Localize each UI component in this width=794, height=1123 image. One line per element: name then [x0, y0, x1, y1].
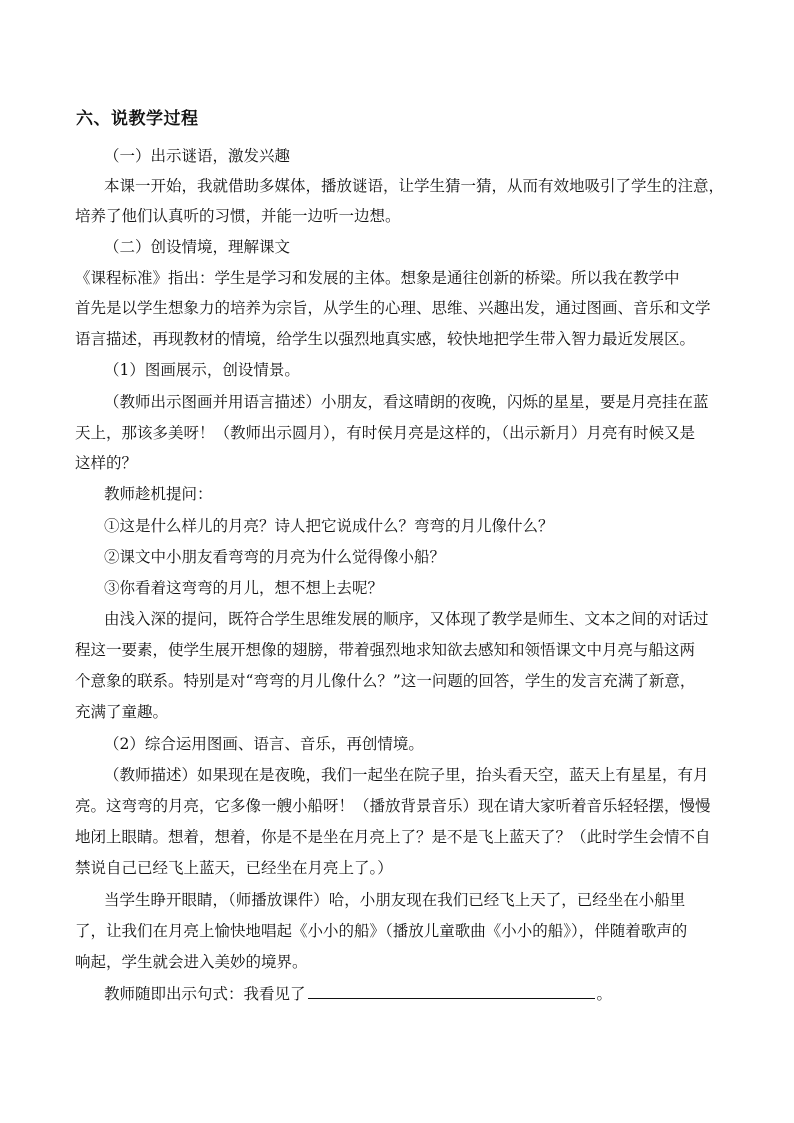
paragraph-line: 程这一要素，使学生展开想像的翅膀，带着强烈地求知欲去感知和领悟课文中月亮与船这两: [75, 641, 696, 659]
section-heading: 六、说教学过程: [76, 109, 199, 129]
question-item: ②课文中小朋友看弯弯的月亮为什么觉得像小船？: [104, 548, 446, 566]
paragraph-line: 充满了童趣。: [75, 703, 169, 721]
paragraph-line: 教师趁机提问：: [104, 485, 213, 503]
step-title: （1）图画展示，创设情景。: [104, 361, 300, 379]
paragraph-line: 响起，学生就会进入美妙的境界。: [75, 953, 308, 971]
paragraph-line: （教师描述）如果现在是夜晚，我们一起坐在院子里，抬头看天空，蓝天上有星星，有月: [104, 766, 709, 784]
paragraph-line: 禁说自己已经飞上蓝天，已经坐在月亮上了。）: [75, 859, 393, 877]
paragraph-line: 首先是以学生想象力的培养为宗旨，从学生的心理、思维、兴趣出发，通过图画、音乐和文学: [75, 299, 711, 317]
sentence-pattern: [104, 984, 612, 1004]
subsection-title: （二）创设情境，理解课文: [104, 238, 291, 256]
paragraph-line: 了，让我们在月亮上愉快地唱起《小小的船》（播放儿童歌曲《小小的船》），伴随着歌声的: [75, 922, 688, 940]
paragraph-line: 天上，那该多美呀！（教师出示圆月），有时侯月亮是这样的，（出示新月）月亮有时候又是: [75, 424, 696, 442]
question-item: ③你看着这弯弯的月儿，想不想上去呢？: [104, 579, 384, 597]
question-item: ①这是什么样儿的月亮？诗人把它说成什么？弯弯的月儿像什么？: [104, 517, 554, 535]
paragraph-line: 语言描述，再现教材的情境，给学生以强烈地真实感，较快地把学生带入智力最近发展区。: [75, 330, 696, 348]
subsection-title: （一）出示谜语，激发兴趣: [104, 147, 291, 165]
paragraph-line: 亮。这弯弯的月亮，它多像一艘小船呀！（播放背景音乐）现在请大家听着音乐轻轻摆，慢慢: [75, 797, 711, 815]
paragraph-line: 这样的？: [75, 454, 138, 472]
paragraph-line: 个意象的联系。特别是对“弯弯的月儿像什么？”这一问题的回答，学生的发言充满了新意，: [75, 672, 696, 690]
sentence-prefix: 教师随即出示句式：我看见了: [104, 985, 306, 1003]
fill-in-blank: [308, 984, 595, 999]
paragraph-line: 地闭上眼睛。想着，想着，你是不是坐在月亮上了？是不是飞上蓝天了？（此时学生会情不自: [75, 828, 711, 846]
paragraph-line: 由浅入深的提问，既符合学生思维发展的顺序，又体现了教学是师生、文本之间的对话过: [104, 610, 709, 628]
step-title: （2）综合运用图画、语言、音乐，再创情境。: [104, 735, 424, 753]
paragraph-line: 培养了他们认真听的习惯，并能一边听一边想。: [75, 207, 401, 225]
paragraph-line: 当学生睁开眼睛，（师播放课件）哈，小朋友现在我们已经飞上天了，已经坐在小船里: [104, 891, 686, 909]
paragraph-line: （教师出示图画并用语言描述）小朋友，看这晴朗的夜晚，闪烁的星星，要是月亮挂在蓝: [104, 393, 709, 411]
paragraph-line: 本课一开始，我就借助多媒体，播放谜语，让学生猜一猜，从而有效地吸引了学生的注意，: [104, 177, 725, 195]
paragraph-line: 《课程标准》指出：学生是学习和发展的主体。想象是通往创新的桥梁。所以我在教学中: [75, 269, 680, 287]
sentence-suffix: 。: [596, 985, 613, 1003]
